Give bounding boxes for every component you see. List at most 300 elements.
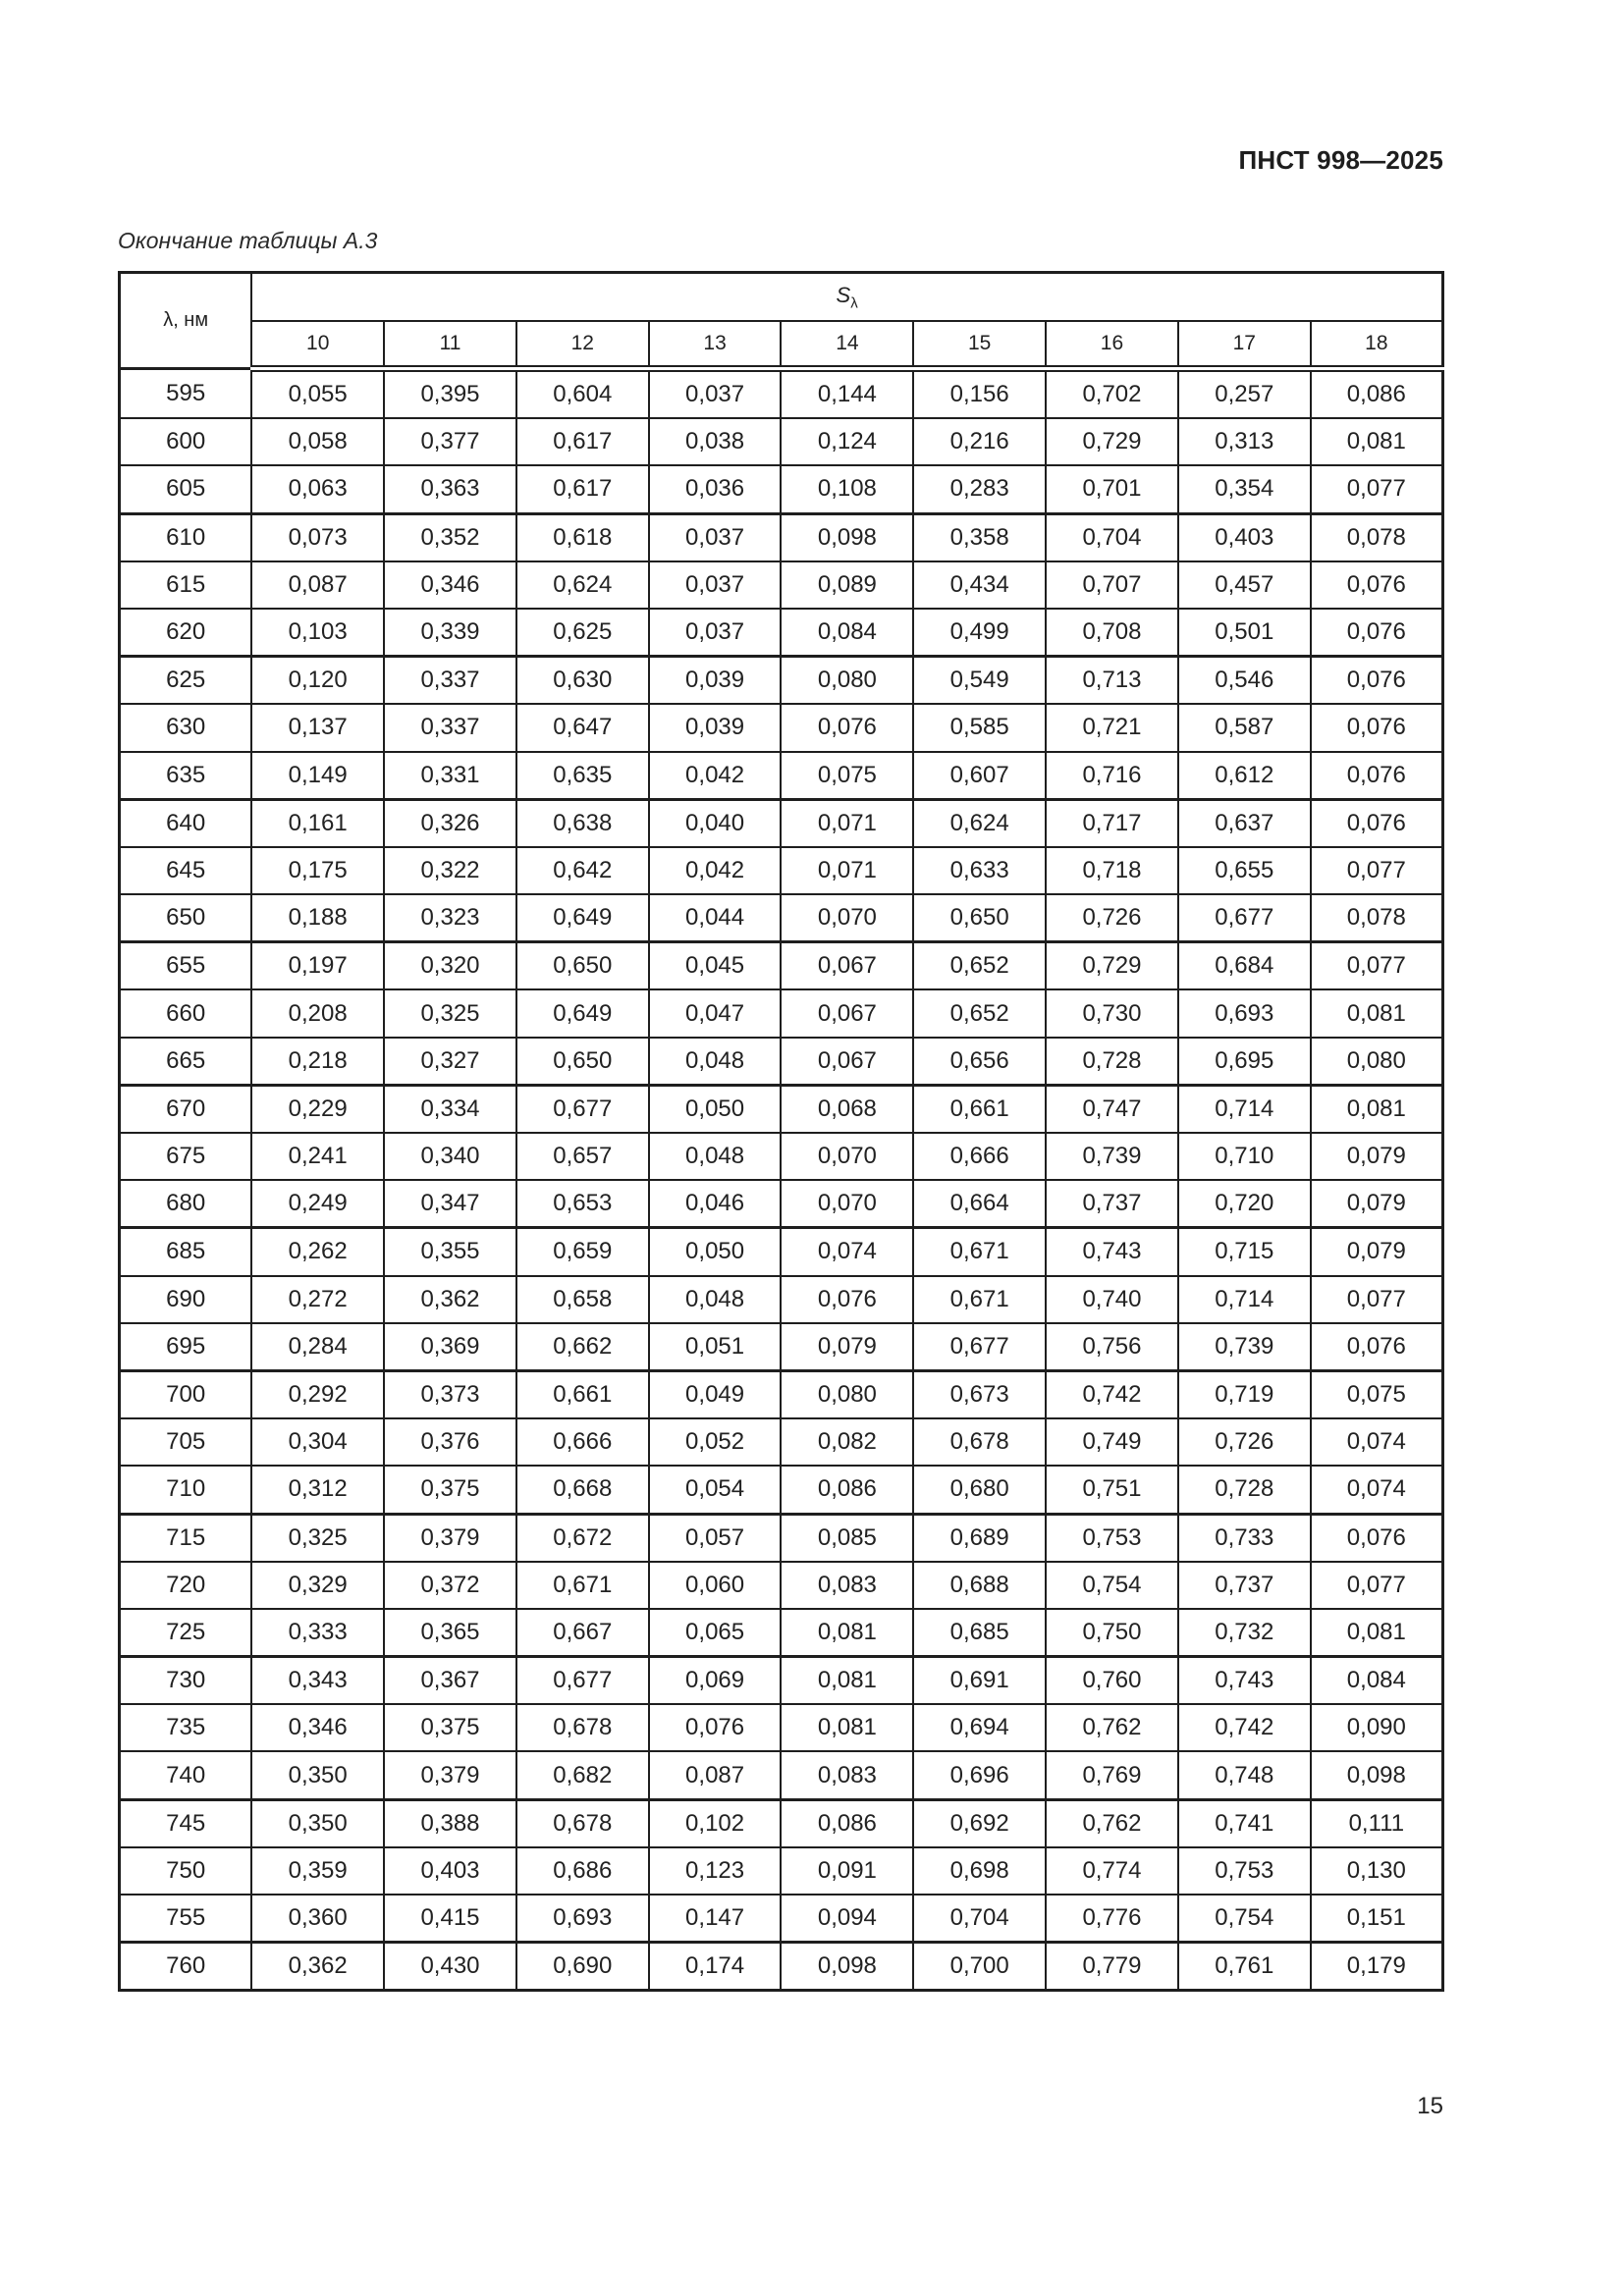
value-cell: 0,081	[781, 1704, 913, 1751]
spectral-table	[118, 271, 1444, 1992]
wavelength-cell: 750	[120, 1847, 252, 1895]
value-cell: 0,376	[384, 1418, 516, 1466]
value-cell: 0,696	[913, 1751, 1046, 1799]
table-row	[120, 1799, 1443, 1847]
value-cell: 0,716	[1046, 752, 1178, 800]
value-cell: 0,347	[384, 1180, 516, 1228]
wavelength-cell: 715	[120, 1514, 252, 1562]
value-cell: 0,346	[384, 561, 516, 609]
table-row	[120, 752, 1443, 800]
table-row	[120, 1180, 1443, 1228]
value-cell: 0,678	[516, 1799, 649, 1847]
value-cell: 0,067	[781, 989, 913, 1037]
value-cell: 0,174	[649, 1943, 782, 1991]
value-cell: 0,750	[1046, 1609, 1178, 1657]
value-cell: 0,087	[649, 1751, 782, 1799]
value-cell: 0,325	[251, 1514, 384, 1562]
value-cell: 0,776	[1046, 1895, 1178, 1943]
value-cell: 0,340	[384, 1133, 516, 1180]
value-cell: 0,216	[913, 418, 1046, 465]
value-cell: 0,078	[1311, 513, 1443, 561]
table-row	[120, 465, 1443, 513]
value-cell: 0,037	[649, 609, 782, 657]
value-cell: 0,074	[781, 1228, 913, 1276]
value-cell: 0,039	[649, 657, 782, 705]
value-cell: 0,729	[1046, 942, 1178, 990]
value-cell: 0,076	[1311, 704, 1443, 751]
value-cell: 0,726	[1046, 894, 1178, 942]
value-cell: 0,741	[1178, 1799, 1311, 1847]
column-header: 13	[649, 321, 782, 369]
value-cell: 0,671	[913, 1276, 1046, 1323]
value-cell: 0,647	[516, 704, 649, 751]
value-cell: 0,149	[251, 752, 384, 800]
value-cell: 0,077	[1311, 1562, 1443, 1609]
wavelength-cell: 755	[120, 1895, 252, 1943]
value-cell: 0,373	[384, 1370, 516, 1418]
wavelength-cell: 720	[120, 1562, 252, 1609]
value-cell: 0,708	[1046, 609, 1178, 657]
value-cell: 0,690	[516, 1943, 649, 1991]
value-cell: 0,732	[1178, 1609, 1311, 1657]
value-cell: 0,040	[649, 799, 782, 847]
value-cell: 0,083	[781, 1562, 913, 1609]
value-cell: 0,048	[649, 1038, 782, 1086]
value-cell: 0,076	[1311, 799, 1443, 847]
value-cell: 0,048	[649, 1133, 782, 1180]
value-cell: 0,618	[516, 513, 649, 561]
table-row	[120, 1038, 1443, 1086]
value-cell: 0,756	[1046, 1323, 1178, 1371]
value-cell: 0,388	[384, 1799, 516, 1847]
table-row	[120, 609, 1443, 657]
value-cell: 0,642	[516, 847, 649, 894]
value-cell: 0,737	[1178, 1562, 1311, 1609]
value-cell: 0,379	[384, 1514, 516, 1562]
table-row	[120, 1276, 1443, 1323]
value-cell: 0,650	[913, 894, 1046, 942]
value-cell: 0,076	[1311, 1323, 1443, 1371]
value-cell: 0,081	[1311, 989, 1443, 1037]
value-cell: 0,501	[1178, 609, 1311, 657]
value-cell: 0,086	[781, 1799, 913, 1847]
value-cell: 0,713	[1046, 657, 1178, 705]
value-cell: 0,120	[251, 657, 384, 705]
value-cell: 0,762	[1046, 1799, 1178, 1847]
table-row	[120, 1466, 1443, 1514]
value-cell: 0,700	[913, 1943, 1046, 1991]
wavelength-cell: 595	[120, 369, 252, 419]
value-cell: 0,693	[1178, 989, 1311, 1037]
value-cell: 0,702	[1046, 369, 1178, 419]
value-cell: 0,354	[1178, 465, 1311, 513]
value-cell: 0,082	[781, 1418, 913, 1466]
table-row	[120, 1704, 1443, 1751]
value-cell: 0,761	[1178, 1943, 1311, 1991]
value-cell: 0,081	[781, 1609, 913, 1657]
value-cell: 0,715	[1178, 1228, 1311, 1276]
table-body	[120, 369, 1443, 1991]
value-cell: 0,762	[1046, 1704, 1178, 1751]
value-cell: 0,346	[251, 1704, 384, 1751]
value-cell: 0,057	[649, 1514, 782, 1562]
value-cell: 0,403	[1178, 513, 1311, 561]
value-cell: 0,058	[251, 418, 384, 465]
value-cell: 0,692	[913, 1799, 1046, 1847]
value-cell: 0,071	[781, 799, 913, 847]
value-cell: 0,075	[781, 752, 913, 800]
wavelength-cell: 600	[120, 418, 252, 465]
wavelength-cell: 605	[120, 465, 252, 513]
value-cell: 0,728	[1178, 1466, 1311, 1514]
value-cell: 0,365	[384, 1609, 516, 1657]
value-cell: 0,047	[649, 989, 782, 1037]
value-cell: 0,754	[1178, 1895, 1311, 1943]
value-cell: 0,151	[1311, 1895, 1443, 1943]
value-cell: 0,652	[913, 989, 1046, 1037]
value-cell: 0,188	[251, 894, 384, 942]
value-cell: 0,085	[781, 1514, 913, 1562]
value-cell: 0,650	[516, 942, 649, 990]
value-cell: 0,079	[1311, 1180, 1443, 1228]
value-cell: 0,087	[251, 561, 384, 609]
value-cell: 0,313	[1178, 418, 1311, 465]
value-cell: 0,039	[649, 704, 782, 751]
value-cell: 0,748	[1178, 1751, 1311, 1799]
value-cell: 0,649	[516, 894, 649, 942]
value-cell: 0,740	[1046, 1276, 1178, 1323]
value-cell: 0,284	[251, 1323, 384, 1371]
value-cell: 0,079	[1311, 1228, 1443, 1276]
value-cell: 0,359	[251, 1847, 384, 1895]
wavelength-cell: 665	[120, 1038, 252, 1086]
value-cell: 0,375	[384, 1704, 516, 1751]
value-cell: 0,649	[516, 989, 649, 1037]
table-row	[120, 1895, 1443, 1943]
wavelength-cell: 640	[120, 799, 252, 847]
value-cell: 0,272	[251, 1276, 384, 1323]
value-cell: 0,664	[913, 1180, 1046, 1228]
value-cell: 0,304	[251, 1418, 384, 1466]
wavelength-cell: 620	[120, 609, 252, 657]
value-cell: 0,312	[251, 1466, 384, 1514]
value-cell: 0,086	[781, 1466, 913, 1514]
value-cell: 0,051	[649, 1323, 782, 1371]
table-row	[120, 1085, 1443, 1133]
value-cell: 0,653	[516, 1180, 649, 1228]
value-cell: 0,587	[1178, 704, 1311, 751]
wavelength-cell: 685	[120, 1228, 252, 1276]
value-cell: 0,749	[1046, 1418, 1178, 1466]
value-cell: 0,372	[384, 1562, 516, 1609]
s-subscript: λ	[850, 294, 858, 312]
column-header: 12	[516, 321, 649, 369]
value-cell: 0,668	[516, 1466, 649, 1514]
value-cell: 0,091	[781, 1847, 913, 1895]
value-cell: 0,337	[384, 704, 516, 751]
value-cell: 0,334	[384, 1085, 516, 1133]
value-cell: 0,065	[649, 1609, 782, 1657]
value-cell: 0,070	[781, 1180, 913, 1228]
value-cell: 0,689	[913, 1514, 1046, 1562]
wavelength-cell: 680	[120, 1180, 252, 1228]
value-cell: 0,103	[251, 609, 384, 657]
wavelength-cell: 695	[120, 1323, 252, 1371]
value-cell: 0,179	[1311, 1943, 1443, 1991]
value-cell: 0,403	[384, 1847, 516, 1895]
value-cell: 0,617	[516, 465, 649, 513]
value-cell: 0,661	[516, 1370, 649, 1418]
value-cell: 0,069	[649, 1657, 782, 1705]
value-cell: 0,739	[1178, 1323, 1311, 1371]
value-cell: 0,156	[913, 369, 1046, 419]
value-cell: 0,144	[781, 369, 913, 419]
value-cell: 0,350	[251, 1751, 384, 1799]
table-row	[120, 1370, 1443, 1418]
value-cell: 0,719	[1178, 1370, 1311, 1418]
value-cell: 0,585	[913, 704, 1046, 751]
wavelength-cell: 630	[120, 704, 252, 751]
value-cell: 0,060	[649, 1562, 782, 1609]
value-cell: 0,549	[913, 657, 1046, 705]
value-cell: 0,350	[251, 1799, 384, 1847]
document-code: ПНСТ 998—2025	[1238, 145, 1443, 175]
value-cell: 0,369	[384, 1323, 516, 1371]
value-cell: 0,769	[1046, 1751, 1178, 1799]
wavelength-cell: 730	[120, 1657, 252, 1705]
value-cell: 0,325	[384, 989, 516, 1037]
value-cell: 0,662	[516, 1323, 649, 1371]
value-cell: 0,074	[1311, 1418, 1443, 1466]
value-cell: 0,688	[913, 1562, 1046, 1609]
value-cell: 0,037	[649, 513, 782, 561]
value-cell: 0,052	[649, 1418, 782, 1466]
value-cell: 0,084	[781, 609, 913, 657]
value-cell: 0,717	[1046, 799, 1178, 847]
value-cell: 0,076	[1311, 609, 1443, 657]
value-cell: 0,044	[649, 894, 782, 942]
value-cell: 0,045	[649, 942, 782, 990]
value-cell: 0,098	[1311, 1751, 1443, 1799]
value-cell: 0,080	[781, 1370, 913, 1418]
value-cell: 0,048	[649, 1276, 782, 1323]
value-cell: 0,218	[251, 1038, 384, 1086]
table-caption: Окончание таблицы А.3	[118, 228, 378, 253]
value-cell: 0,652	[913, 942, 1046, 990]
value-cell: 0,714	[1178, 1276, 1311, 1323]
column-header: 11	[384, 321, 516, 369]
value-cell: 0,038	[649, 418, 782, 465]
value-cell: 0,362	[384, 1276, 516, 1323]
column-header: 15	[913, 321, 1046, 369]
value-cell: 0,055	[251, 369, 384, 419]
value-cell: 0,070	[781, 894, 913, 942]
value-cell: 0,130	[1311, 1847, 1443, 1895]
value-cell: 0,067	[781, 1038, 913, 1086]
value-cell: 0,743	[1046, 1228, 1178, 1276]
value-cell: 0,607	[913, 752, 1046, 800]
value-cell: 0,070	[781, 1133, 913, 1180]
value-cell: 0,322	[384, 847, 516, 894]
value-cell: 0,691	[913, 1657, 1046, 1705]
wavelength-cell: 725	[120, 1609, 252, 1657]
value-cell: 0,331	[384, 752, 516, 800]
value-cell: 0,729	[1046, 418, 1178, 465]
table-row	[120, 1657, 1443, 1705]
value-cell: 0,774	[1046, 1847, 1178, 1895]
wavelength-cell: 610	[120, 513, 252, 561]
table-row	[120, 989, 1443, 1037]
value-cell: 0,071	[781, 847, 913, 894]
value-cell: 0,684	[1178, 942, 1311, 990]
value-cell: 0,241	[251, 1133, 384, 1180]
value-cell: 0,050	[649, 1228, 782, 1276]
value-cell: 0,678	[516, 1704, 649, 1751]
value-cell: 0,779	[1046, 1943, 1178, 1991]
value-cell: 0,076	[649, 1704, 782, 1751]
value-cell: 0,292	[251, 1370, 384, 1418]
value-cell: 0,753	[1178, 1847, 1311, 1895]
value-cell: 0,081	[1311, 1085, 1443, 1133]
value-cell: 0,375	[384, 1466, 516, 1514]
table-row	[120, 1751, 1443, 1799]
table-row	[120, 704, 1443, 751]
value-cell: 0,671	[913, 1228, 1046, 1276]
table-row	[120, 1514, 1443, 1562]
value-cell: 0,707	[1046, 561, 1178, 609]
value-cell: 0,077	[1311, 465, 1443, 513]
value-cell: 0,079	[1311, 1133, 1443, 1180]
value-cell: 0,704	[913, 1895, 1046, 1943]
value-cell: 0,695	[1178, 1038, 1311, 1086]
value-cell: 0,036	[649, 465, 782, 513]
value-cell: 0,617	[516, 418, 649, 465]
value-cell: 0,327	[384, 1038, 516, 1086]
value-cell: 0,076	[1311, 752, 1443, 800]
wavelength-cell: 740	[120, 1751, 252, 1799]
value-cell: 0,718	[1046, 847, 1178, 894]
value-cell: 0,089	[781, 561, 913, 609]
value-cell: 0,728	[1046, 1038, 1178, 1086]
value-cell: 0,661	[913, 1085, 1046, 1133]
value-cell: 0,672	[516, 1514, 649, 1562]
value-cell: 0,743	[1178, 1657, 1311, 1705]
value-cell: 0,102	[649, 1799, 782, 1847]
table-row	[120, 657, 1443, 705]
value-cell: 0,656	[913, 1038, 1046, 1086]
value-cell: 0,086	[1311, 369, 1443, 419]
value-cell: 0,754	[1046, 1562, 1178, 1609]
wavelength-cell: 675	[120, 1133, 252, 1180]
value-cell: 0,054	[649, 1466, 782, 1514]
value-cell: 0,415	[384, 1895, 516, 1943]
value-cell: 0,671	[516, 1562, 649, 1609]
page-number: 15	[1417, 2093, 1443, 2119]
column-header: 17	[1178, 321, 1311, 369]
value-cell: 0,730	[1046, 989, 1178, 1037]
value-cell: 0,546	[1178, 657, 1311, 705]
value-cell: 0,362	[251, 1943, 384, 1991]
value-cell: 0,123	[649, 1847, 782, 1895]
value-cell: 0,081	[1311, 418, 1443, 465]
value-cell: 0,283	[913, 465, 1046, 513]
value-cell: 0,635	[516, 752, 649, 800]
value-cell: 0,747	[1046, 1085, 1178, 1133]
value-cell: 0,080	[781, 657, 913, 705]
table-row	[120, 847, 1443, 894]
value-cell: 0,108	[781, 465, 913, 513]
value-cell: 0,666	[913, 1133, 1046, 1180]
value-cell: 0,197	[251, 942, 384, 990]
value-cell: 0,076	[1311, 657, 1443, 705]
table-row	[120, 1323, 1443, 1371]
wavelength-cell: 635	[120, 752, 252, 800]
wavelength-cell: 690	[120, 1276, 252, 1323]
value-cell: 0,667	[516, 1609, 649, 1657]
header-row-columns	[120, 321, 1443, 369]
value-cell: 0,726	[1178, 1418, 1311, 1466]
value-cell: 0,352	[384, 513, 516, 561]
value-cell: 0,098	[781, 513, 913, 561]
wavelength-cell: 705	[120, 1418, 252, 1466]
value-cell: 0,049	[649, 1370, 782, 1418]
value-cell: 0,358	[913, 513, 1046, 561]
value-cell: 0,624	[913, 799, 1046, 847]
wavelength-cell: 615	[120, 561, 252, 609]
value-cell: 0,137	[251, 704, 384, 751]
value-cell: 0,262	[251, 1228, 384, 1276]
value-cell: 0,677	[1178, 894, 1311, 942]
value-cell: 0,720	[1178, 1180, 1311, 1228]
wavelength-cell: 760	[120, 1943, 252, 1991]
value-cell: 0,612	[1178, 752, 1311, 800]
value-cell: 0,624	[516, 561, 649, 609]
value-cell: 0,499	[913, 609, 1046, 657]
value-cell: 0,111	[1311, 1799, 1443, 1847]
table-row	[120, 1847, 1443, 1895]
value-cell: 0,704	[1046, 513, 1178, 561]
value-cell: 0,659	[516, 1228, 649, 1276]
value-cell: 0,079	[781, 1323, 913, 1371]
wavelength-cell: 655	[120, 942, 252, 990]
wavelength-cell: 625	[120, 657, 252, 705]
value-cell: 0,677	[913, 1323, 1046, 1371]
value-cell: 0,753	[1046, 1514, 1178, 1562]
value-cell: 0,686	[516, 1847, 649, 1895]
table-row	[120, 799, 1443, 847]
table-row	[120, 1943, 1443, 1991]
wavelength-cell: 645	[120, 847, 252, 894]
value-cell: 0,733	[1178, 1514, 1311, 1562]
value-cell: 0,360	[251, 1895, 384, 1943]
value-cell: 0,076	[1311, 561, 1443, 609]
value-cell: 0,682	[516, 1751, 649, 1799]
value-cell: 0,046	[649, 1180, 782, 1228]
value-cell: 0,760	[1046, 1657, 1178, 1705]
value-cell: 0,604	[516, 369, 649, 419]
value-cell: 0,680	[913, 1466, 1046, 1514]
value-cell: 0,457	[1178, 561, 1311, 609]
value-cell: 0,073	[251, 513, 384, 561]
value-cell: 0,077	[1311, 847, 1443, 894]
table-row	[120, 1418, 1443, 1466]
column-header: 14	[781, 321, 913, 369]
value-cell: 0,098	[781, 1943, 913, 1991]
header-row-group	[120, 273, 1443, 322]
value-cell: 0,068	[781, 1085, 913, 1133]
value-cell: 0,320	[384, 942, 516, 990]
table-row	[120, 894, 1443, 942]
